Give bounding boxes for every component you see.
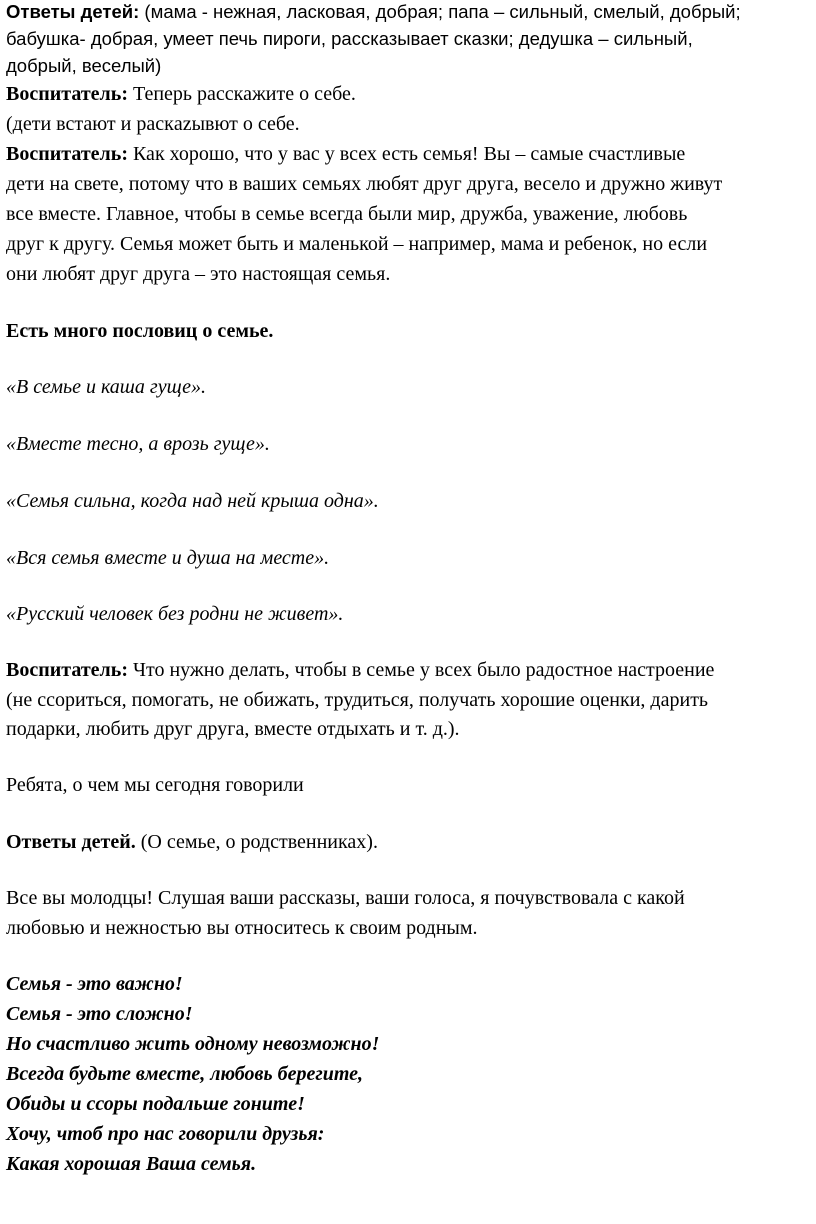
children-answers-line-2: бабушка- добрая, умеет печь пироги, рассказывает сказки; дедушка – сильный, xyxy=(6,28,693,49)
praise-line-1: Все вы молодцы! Слушая ваши рассказы, ваши голоса, я почувствовала с какой xyxy=(6,887,685,909)
children-answers-label: Ответы детей: xyxy=(6,1,140,22)
poem-line: Какая хорошая Ваша семья. xyxy=(6,1153,257,1175)
proverbs-heading: Есть много пословиц о семье. xyxy=(6,320,274,342)
teacher-3-label: Воспитатель: xyxy=(6,659,128,681)
teacher-label: Воспитатель: xyxy=(6,83,128,105)
proverb-item: «Вместе тесно, а врозь гуще». xyxy=(6,433,270,455)
teacher-2-line-2: дети на свете, потому что в ваших семьях любят друг друга, весело и дружно живут xyxy=(6,173,723,195)
proverb-item: «Семья сильна, когда над ней крыша одна». xyxy=(6,490,379,512)
children-answers-2-label: Ответы детей. xyxy=(6,831,136,853)
poem-line: Всегда будьте вместе, любовь берегите, xyxy=(6,1063,364,1085)
teacher-3-line-1 xyxy=(6,656,714,685)
teacher-text: Теперь расскажите о себе. xyxy=(127,83,356,105)
teacher-2-line-5: они любят друг друга – это настоящая семья. xyxy=(6,263,391,285)
children-answers-line-3: добрый, веселый) xyxy=(6,55,162,76)
children-answers-text: (мама - нежная, ласковая, добрая; папа – сильный, смелый, добрый; xyxy=(139,1,741,22)
proverb-item: «В семье и каша гуще». xyxy=(6,376,207,398)
children-answers-2 xyxy=(6,828,378,857)
praise-line-2: любовью и нежностью вы относитесь к своим родным. xyxy=(6,917,478,939)
teacher-2-line-1 xyxy=(6,140,685,169)
poem-line: Но счастливо жить одному невозможно! xyxy=(6,1033,380,1055)
poem-line: Семья - это важно! xyxy=(6,973,183,995)
children-answers-2-text: (О семье, о родственниках). xyxy=(135,831,378,853)
poem-line: Хочу, чтоб про нас говорили друзья: xyxy=(6,1123,325,1145)
question-text: Ребята, о чем мы сегодня говорили xyxy=(6,774,304,796)
teacher-2-label: Воспитатель: xyxy=(6,143,128,165)
proverb-item: «Вся семья вместе и душа на месте». xyxy=(6,547,330,569)
poem-line: Обиды и ссоры подальше гоните! xyxy=(6,1093,305,1115)
poem-line: Семья - это сложно! xyxy=(6,1003,193,1025)
children-action: (дети встают и раскazывют о себе. xyxy=(6,113,300,135)
teacher-2-text: Как хорошо, что у вас у всех есть семья! Вы – самые счастливые xyxy=(127,143,686,165)
teacher-2-line-3: все вместе. Главное, чтобы в семье всегда были мир, дружба, уважение, любовь xyxy=(6,203,688,225)
teacher-3-line-2: (не ссориться, помогать, не обижать, трудиться, получать хорошие оценки, дарить xyxy=(6,689,709,711)
teacher-2-line-4: друг к другу. Семья может быть и маленькой – например, мама и ребенок, но если xyxy=(6,233,708,255)
children-answers-line-1 xyxy=(6,0,741,24)
teacher-3-line-3: подарки, любить друг друга, вместе отдыхать и т. д.). xyxy=(6,718,460,740)
teacher-3-text: Что нужно делать, чтобы в семье у всех было радостное настроение xyxy=(127,659,715,681)
teacher-line-1 xyxy=(6,80,356,109)
proverb-item: «Русский человек без родни не живет». xyxy=(6,603,344,625)
